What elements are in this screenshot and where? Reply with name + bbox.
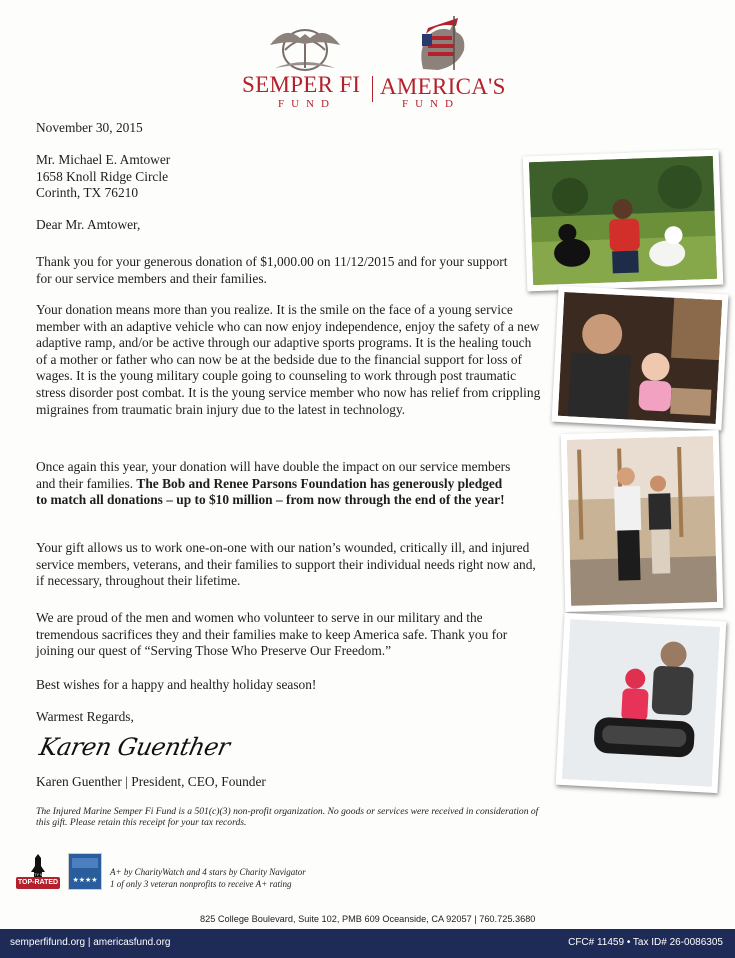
paragraph-impact: Your donation means more than you realize. It is the smile on the face of a young service member with an adaptive vehicle who can now enjoy independence, enjoy the safety of a new adaptive ramp, and/or be active through our adaptive sports programs. It is the healing touch of a mother or father who can now be at the bedside due to the financial support for loss of wages. It is the young military couple going to counseling to work through post traumatic stress disorder post combat. It is the young service member who now has relief from crippling migraines from traumatic brain injury due to the latest in technology. [36, 302, 541, 417]
recipient-address [36, 152, 170, 202]
flag-eagle-icon [378, 14, 498, 74]
charity-navigator-badge [68, 853, 102, 890]
paragraph-gift: Your gift allows us to work one-on-one with our nation’s wounded, critically ill, and injured service members, veterans, and their families to support their individual needs right now and, if necessary, throughout their lifetime. [36, 540, 536, 589]
address-line: Corinth, TX 76210 [36, 185, 139, 201]
rating-line: 1 of only 3 veteran nonprofits to receive A+ rating [110, 879, 292, 889]
paragraph-proud: We are proud of the men and women who volunteer to serve in our military and the tremendous sacrifices they and their families make to keep America safe. Thank you for joining our quest of “Serving Those Who Preserve Our Freedom.” [36, 610, 508, 659]
footer-websites[interactable]: semperfifund.org | americasfund.org [10, 937, 171, 948]
rating-line: A+ by CharityWatch and 4 stars by Charity Navigator [110, 867, 306, 877]
semper-fi-logo [240, 20, 370, 110]
paragraph-match [36, 459, 514, 509]
signature: Karen Guenther [37, 733, 233, 761]
photo-father-baby [552, 286, 729, 431]
match-pledge: The Bob and Renee Parsons Foundation has generously pledged to match all donations – up to $10 million – from now through the end of the year! [36, 475, 505, 508]
ratings-text [110, 866, 306, 890]
mailing-address: 825 College Boulevard, Suite 102, PMB 609 Oceanside, CA 92057 | 760.725.3680 [200, 914, 536, 924]
address-line: 1658 Knoll Ridge Circle [36, 168, 169, 184]
photo-snow-track-chair [556, 613, 727, 793]
paragraph-thanks: Thank you for your generous donation of $1,000.00 on 11/12/2015 and for your support for our service members and their families. [36, 254, 508, 286]
badge-top-label: CHARITY WATCH [21, 872, 55, 877]
americas-fund-label: FUND [402, 98, 460, 110]
four-stars-icon [69, 854, 101, 889]
signer-title: Karen Guenther | President, CEO, Founder [36, 774, 266, 789]
tax-disclaimer: The Injured Marine Semper Fi Fund is a 501(c)(3) non-profit organization. No goods or services were received in consideration of this gift. Please retain this receipt for your tax records. [36, 806, 539, 828]
photo-service-dogs [523, 150, 724, 292]
eagle-globe-anchor-icon [240, 20, 370, 75]
charitywatch-badge [14, 852, 62, 890]
closing: Warmest Regards, [36, 709, 134, 724]
photo-couple-construction [561, 430, 724, 612]
letter-date: November 30, 2015 [36, 120, 143, 135]
americas-fund-logo [378, 14, 506, 110]
address-line: Mr. Michael E. Amtower [36, 152, 171, 167]
logo-divider [372, 76, 373, 102]
badge-main-label: TOP-RATED [17, 879, 59, 886]
americas-fund-wordmark: AMERICA'S [380, 74, 506, 99]
footer-tax-ids: CFC# 11459 • Tax ID# 26-0086305 [568, 937, 723, 948]
footer-bar [0, 929, 735, 958]
salutation: Dear Mr. Amtower, [36, 217, 141, 232]
match-intro: Once again this year, your donation will have double the impact on our service members and their families. [36, 459, 511, 491]
semper-fi-wordmark: SEMPER FI [242, 72, 361, 97]
svg-text:★★★★: ★★★★ [72, 876, 98, 884]
semper-fi-fund-label: FUND [278, 98, 336, 110]
holiday-wishes: Best wishes for a happy and healthy holiday season! [36, 677, 317, 692]
